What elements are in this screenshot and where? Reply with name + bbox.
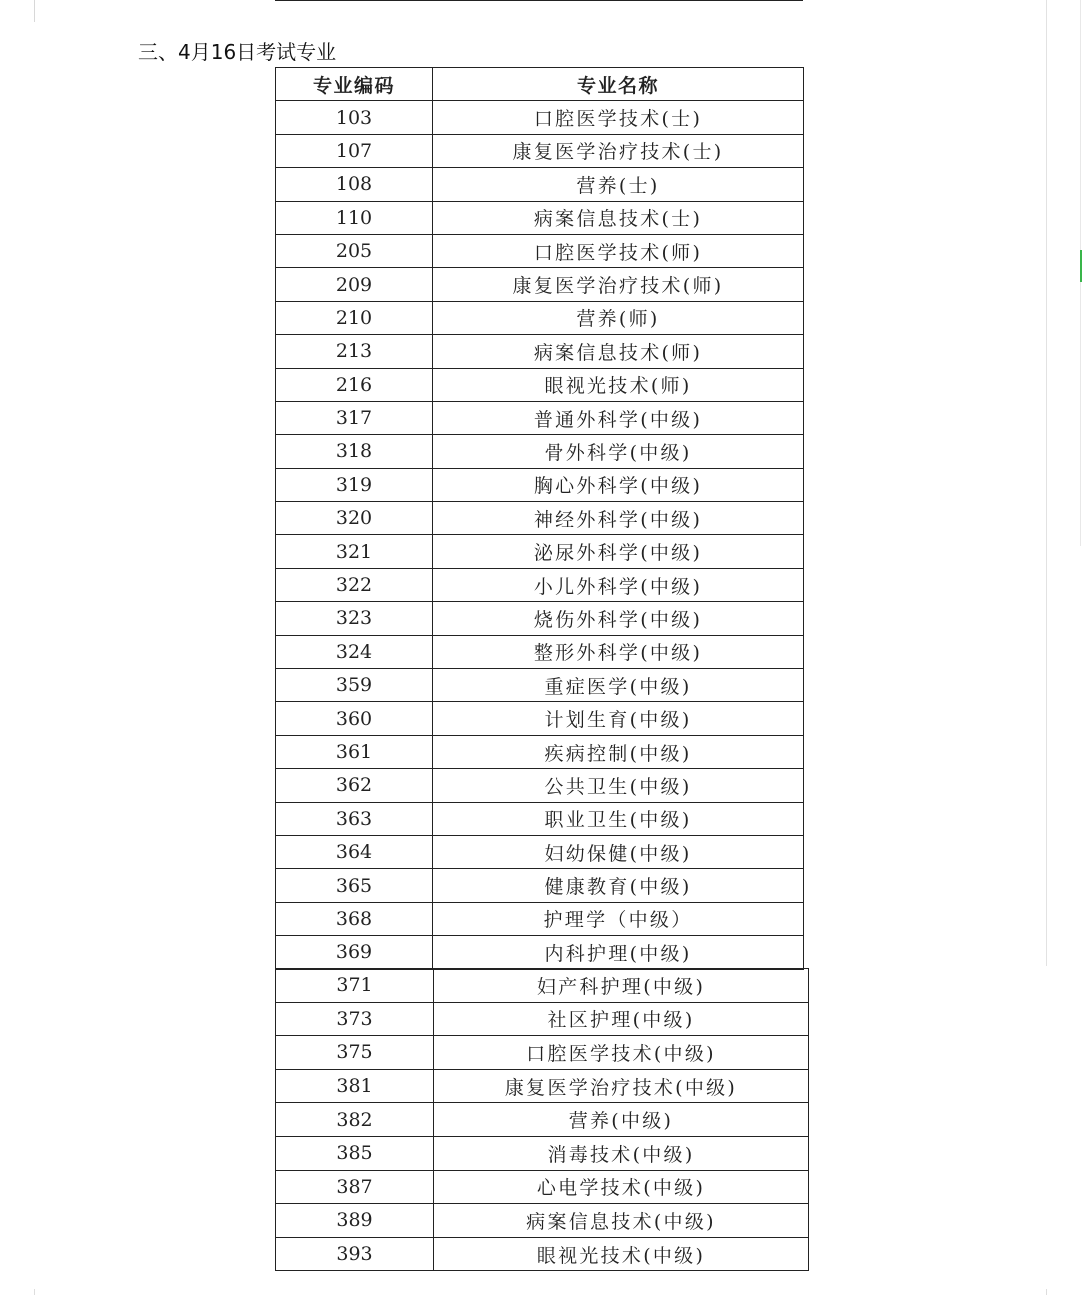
subject-code: 373 [276, 1002, 434, 1036]
table-body [276, 101, 804, 969]
subject-name: 职业卫生(中级) [433, 802, 804, 835]
table-row [276, 669, 804, 702]
subject-code: 205 [276, 234, 433, 267]
subject-name: 小儿外科学(中级) [433, 568, 804, 601]
subject-code: 382 [276, 1103, 434, 1137]
subject-code: 381 [276, 1069, 434, 1103]
subject-code: 393 [276, 1237, 434, 1271]
subject-name: 泌尿外科学(中级) [433, 535, 804, 568]
table-row [276, 602, 804, 635]
table-row [276, 502, 804, 535]
subject-code: 107 [276, 134, 433, 167]
subject-code: 387 [276, 1170, 434, 1204]
subject-name: 康复医学治疗技术(师) [433, 268, 804, 301]
subject-name: 护理学（中级） [433, 902, 804, 935]
subject-name: 疾病控制(中级) [433, 735, 804, 768]
subject-code: 103 [276, 101, 433, 134]
subject-name: 病案信息技术(中级) [434, 1204, 809, 1238]
subject-name: 心电学技术(中级) [434, 1170, 809, 1204]
subject-code: 389 [276, 1204, 434, 1238]
subject-name: 烧伤外科学(中级) [433, 602, 804, 635]
table-row [276, 134, 804, 167]
subject-code: 324 [276, 635, 433, 668]
subject-code: 321 [276, 535, 433, 568]
table-row [276, 969, 809, 1003]
subject-name: 重症医学(中级) [433, 669, 804, 702]
exam-subjects-table-continued [275, 968, 809, 1271]
subject-code: 371 [276, 969, 434, 1003]
header-name: 专业名称 [433, 68, 804, 101]
table-row [276, 568, 804, 601]
table-row [276, 234, 804, 267]
table-row [276, 869, 804, 902]
subject-code: 368 [276, 902, 433, 935]
table-row [276, 301, 804, 334]
page-edge [34, 0, 35, 22]
table-row [276, 735, 804, 768]
table-row [276, 435, 804, 468]
subject-code: 360 [276, 702, 433, 735]
subject-code: 364 [276, 835, 433, 868]
subject-code: 319 [276, 468, 433, 501]
page-edge [34, 1289, 35, 1295]
table-row [276, 468, 804, 501]
table-row [276, 368, 804, 401]
subject-code: 210 [276, 301, 433, 334]
subject-code: 361 [276, 735, 433, 768]
subject-code: 369 [276, 936, 433, 969]
subject-name: 消毒技术(中级) [434, 1136, 809, 1170]
table-row [276, 535, 804, 568]
subject-name: 社区护理(中级) [434, 1002, 809, 1036]
subject-code: 216 [276, 368, 433, 401]
table-body [276, 969, 809, 1271]
subject-name: 公共卫生(中级) [433, 769, 804, 802]
subject-name: 病案信息技术(师) [433, 335, 804, 368]
subject-name: 营养(士) [433, 168, 804, 201]
subject-name: 妇幼保健(中级) [433, 835, 804, 868]
page-edge [1046, 0, 1047, 966]
subject-name: 康复医学治疗技术(中级) [434, 1069, 809, 1103]
subject-name: 妇产科护理(中级) [434, 969, 809, 1003]
subject-name: 口腔医学技术(中级) [434, 1036, 809, 1070]
table-row [276, 1069, 809, 1103]
subject-name: 内科护理(中级) [433, 936, 804, 969]
table-row [276, 401, 804, 434]
table-row [276, 635, 804, 668]
table-row [276, 268, 804, 301]
subject-name: 康复医学治疗技术(士) [433, 134, 804, 167]
subject-code: 318 [276, 435, 433, 468]
table-row [276, 1002, 809, 1036]
subject-name: 口腔医学技术(师) [433, 234, 804, 267]
subject-name: 眼视光技术(师) [433, 368, 804, 401]
subject-code: 110 [276, 201, 433, 234]
subject-code: 213 [276, 335, 433, 368]
table-row [276, 1170, 809, 1204]
subject-code: 322 [276, 568, 433, 601]
table-row [276, 1103, 809, 1137]
table-row [276, 1036, 809, 1070]
table-row [276, 1204, 809, 1238]
subject-code: 317 [276, 401, 433, 434]
subject-code: 362 [276, 769, 433, 802]
table-row [276, 835, 804, 868]
table-row [276, 702, 804, 735]
header-code: 专业编码 [276, 68, 433, 101]
subject-code: 365 [276, 869, 433, 902]
table-row [276, 335, 804, 368]
table-row [276, 936, 804, 969]
table-row [276, 101, 804, 134]
table-row [276, 201, 804, 234]
subject-code: 359 [276, 669, 433, 702]
table-header-row [276, 68, 804, 101]
subject-name: 病案信息技术(士) [433, 201, 804, 234]
subject-name: 口腔医学技术(士) [433, 101, 804, 134]
subject-name: 营养(师) [433, 301, 804, 334]
subject-name: 骨外科学(中级) [433, 435, 804, 468]
subject-code: 375 [276, 1036, 434, 1070]
subject-name: 普通外科学(中级) [433, 401, 804, 434]
subject-name: 胸心外科学(中级) [433, 468, 804, 501]
page-edge [1046, 1289, 1047, 1295]
subject-code: 323 [276, 602, 433, 635]
section-heading: 三、4月16日考试专业 [138, 40, 337, 64]
subject-name: 健康教育(中级) [433, 869, 804, 902]
subject-code: 108 [276, 168, 433, 201]
subject-code: 209 [276, 268, 433, 301]
table-row [276, 168, 804, 201]
table-row [276, 769, 804, 802]
table-row [276, 902, 804, 935]
subject-code: 385 [276, 1136, 434, 1170]
subject-name: 营养(中级) [434, 1103, 809, 1137]
previous-table-bottom-border [275, 0, 803, 1]
subject-name: 神经外科学(中级) [433, 502, 804, 535]
subject-name: 计划生育(中级) [433, 702, 804, 735]
table-row [276, 1136, 809, 1170]
subject-name: 整形外科学(中级) [433, 635, 804, 668]
exam-subjects-table [275, 67, 804, 970]
subject-code: 363 [276, 802, 433, 835]
subject-code: 320 [276, 502, 433, 535]
subject-name: 眼视光技术(中级) [434, 1237, 809, 1271]
table-row [276, 802, 804, 835]
table-row [276, 1237, 809, 1271]
